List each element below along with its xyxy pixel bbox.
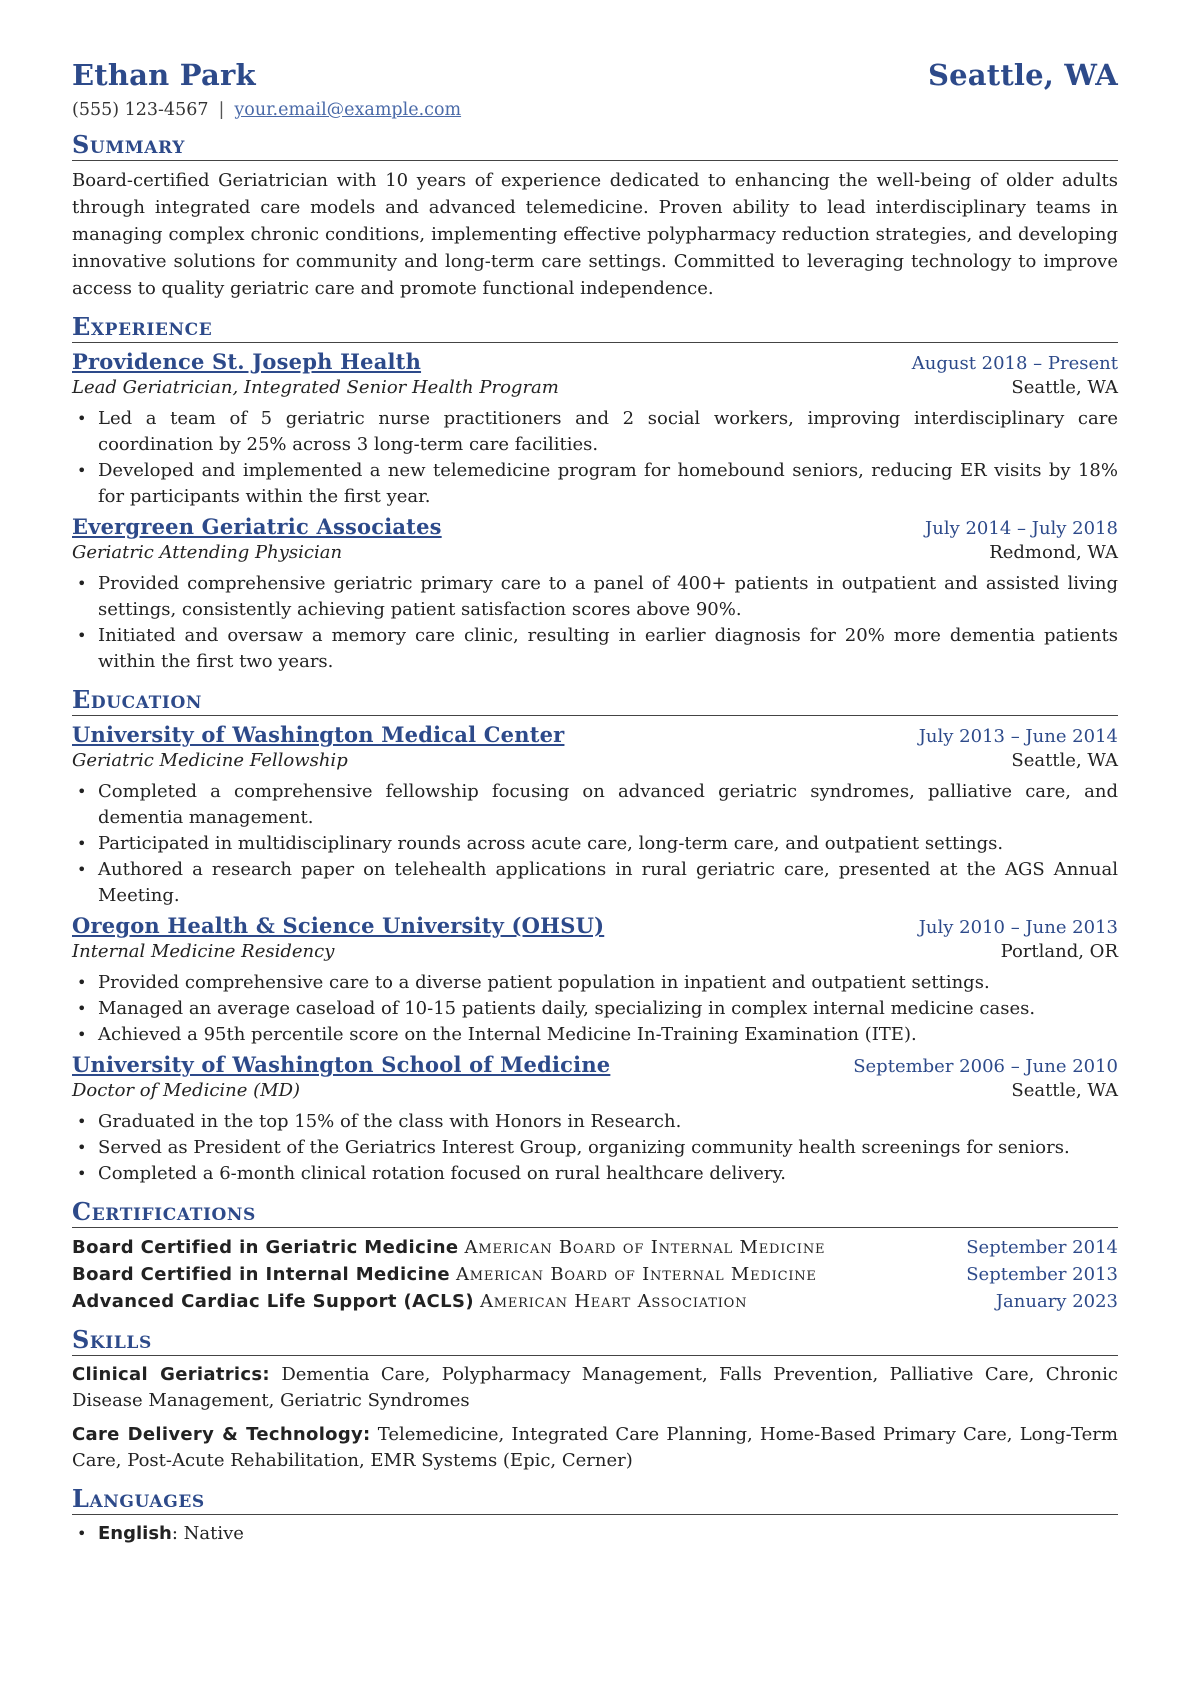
language-level: : Native <box>171 1523 244 1544</box>
certification-row <box>72 1288 1118 1315</box>
bullet-item: • Initiated and oversaw a memory care clinic, resulting in earlier diagnosis for 20% more dementia patients within the first two years. <box>72 623 1118 675</box>
languages-heading: Languages <box>72 1484 1118 1515</box>
summary-text: Board-certified Geriatrician with 10 years of experience dedicated to enhancing the well-being of older adults through integrated care models and advanced telemedicine. Proven ability to lead interdisciplinary teams in managing complex chronic conditions, implementing effective polypharmacy reduction strategies, and developing innovative solutions for community and long-term care settings. Committed to leveraging technology to improve access to quality geriatric care and promote functional independence. <box>72 170 1118 299</box>
program-title: Internal Medicine Residency <box>72 941 335 962</box>
experience-section <box>72 312 1118 675</box>
candidate-location: Seattle, WA <box>927 58 1118 92</box>
experience-entry <box>72 514 1118 675</box>
summary-section <box>72 130 1118 302</box>
language-name: English <box>98 1523 172 1544</box>
bullet-item: • Developed and implemented a new telemedicine program for homebound seniors, reducing ER visits by 18% for participants within the first year. <box>72 458 1118 510</box>
education-entry <box>72 1052 1118 1187</box>
bullet-item: • Provided comprehensive care to a diverse patient population in inpatient and outpatient settings. <box>72 970 1118 996</box>
experience-entry <box>72 349 1118 510</box>
entry-location: Seattle, WA <box>1011 377 1118 398</box>
entry-location: Seattle, WA <box>1011 1080 1118 1101</box>
entry-date: August 2018 – Present <box>911 353 1118 374</box>
bullet-list <box>72 970 1118 1048</box>
languages-section <box>72 1484 1118 1547</box>
job-title: Lead Geriatrician, Integrated Senior Health Program <box>72 377 559 398</box>
entry-date: September 2006 – June 2010 <box>853 1056 1118 1077</box>
education-entry <box>72 913 1118 1048</box>
language-item <box>72 1521 1118 1547</box>
entry-location: Portland, OR <box>1000 941 1118 962</box>
bullet-list <box>72 1109 1118 1187</box>
job-title: Geriatric Attending Physician <box>72 542 343 563</box>
bullet-item: • Completed a 6-month clinical rotation focused on rural healthcare delivery. <box>72 1161 1118 1187</box>
bullet-item: • Served as President of the Geriatrics Interest Group, organizing community health screenings for seniors. <box>72 1135 1118 1161</box>
bullet-item: • Led a team of 5 geriatric nurse practitioners and 2 social workers, improving interdisciplinary care coordination by 25% across 3 long-term care facilities. <box>72 406 1118 458</box>
bullet-list <box>72 571 1118 675</box>
certification-name: Board Certified in Internal Medicine <box>72 1264 450 1285</box>
employer-link[interactable]: Evergreen Geriatric Associates <box>72 514 442 539</box>
bullet-item: • Graduated in the top 15% of the class with Honors in Research. <box>72 1109 1118 1135</box>
education-heading: Education <box>72 685 1118 716</box>
bullet-item: • Authored a research paper on telehealth applications in rural geriatric care, presented at the AGS Annual Meeting. <box>72 857 1118 909</box>
program-title: Doctor of Medicine (MD) <box>72 1080 301 1101</box>
candidate-name: Ethan Park <box>72 58 256 92</box>
header <box>72 58 1118 92</box>
program-title: Geriatric Medicine Fellowship <box>72 750 348 771</box>
bullet-list <box>72 406 1118 510</box>
institution-link[interactable]: University of Washington Medical Center <box>72 722 565 747</box>
certification-row <box>72 1234 1118 1261</box>
skill-group <box>72 1422 1118 1474</box>
education-entry <box>72 722 1118 909</box>
bullet-item: • Managed an average caseload of 10-15 patients daily, specializing in complex internal medicine cases. <box>72 996 1118 1022</box>
entry-date: July 2013 – June 2014 <box>918 726 1118 747</box>
bullet-item: • Completed a comprehensive fellowship focusing on advanced geriatric syndromes, palliative care, and dementia management. <box>72 779 1118 831</box>
entry-date: July 2014 – July 2018 <box>925 518 1118 539</box>
bullet-item: • Provided comprehensive geriatric primary care to a panel of 400+ patients in outpatient and assisted living settings, consistently achieving patient satisfaction scores above 90%. <box>72 571 1118 623</box>
experience-heading: Experience <box>72 312 1118 343</box>
phone-number: (555) 123-4567 <box>72 100 209 120</box>
contact-separator: | <box>218 100 225 120</box>
summary-heading: Summary <box>72 130 1118 161</box>
certification-date: January 2023 <box>995 1291 1118 1312</box>
institution-link[interactable]: University of Washington School of Medicine <box>72 1052 611 1077</box>
bullet-item: • Participated in multidisciplinary rounds across acute care, long-term care, and outpatient settings. <box>72 831 1118 857</box>
skill-group-text: Telemedicine, Integrated Care Planning, Home-Based Primary Care, Long-Term Care, Post-Acute Rehabilitation, EMR Systems (Epic, Cerner) <box>72 1424 1118 1471</box>
skill-group <box>72 1362 1118 1414</box>
education-section <box>72 685 1118 1187</box>
bullet-list <box>72 779 1118 909</box>
email-link[interactable]: your.email@example.com <box>234 100 462 120</box>
skills-section <box>72 1325 1118 1474</box>
skills-heading: Skills <box>72 1325 1118 1356</box>
certification-issuer: American Heart Association <box>479 1291 748 1312</box>
language-list <box>72 1521 1118 1547</box>
entry-date: July 2010 – June 2013 <box>918 917 1118 938</box>
certification-row <box>72 1261 1118 1288</box>
certification-date: September 2014 <box>966 1237 1118 1258</box>
certifications-heading: Certifications <box>72 1197 1118 1228</box>
contact-row <box>72 100 1118 120</box>
skill-group-label: Clinical Geriatrics: <box>72 1364 270 1385</box>
entry-location: Seattle, WA <box>1011 750 1118 771</box>
certification-issuer: American Board of Internal Medicine <box>455 1264 817 1285</box>
employer-link[interactable]: Providence St. Joseph Health <box>72 349 422 374</box>
certifications-section <box>72 1197 1118 1315</box>
certification-name: Board Certified in Geriatric Medicine <box>72 1237 459 1258</box>
resume-content <box>72 58 1118 1547</box>
certification-date: September 2013 <box>966 1264 1118 1285</box>
bullet-item: • Achieved a 95th percentile score on the Internal Medicine In-Training Examination (ITE). <box>72 1022 1118 1048</box>
certification-name: Advanced Cardiac Life Support (ACLS) <box>72 1291 474 1312</box>
institution-link[interactable]: Oregon Health & Science University (OHSU) <box>72 913 605 938</box>
skill-group-label: Care Delivery & Technology: <box>72 1424 371 1445</box>
certification-issuer: American Board of Internal Medicine <box>464 1237 826 1258</box>
entry-location: Redmond, WA <box>989 542 1118 563</box>
skill-group-text: Dementia Care, Polypharmacy Management, Falls Prevention, Palliative Care, Chronic Disease Management, Geriatric Syndromes <box>72 1364 1118 1411</box>
